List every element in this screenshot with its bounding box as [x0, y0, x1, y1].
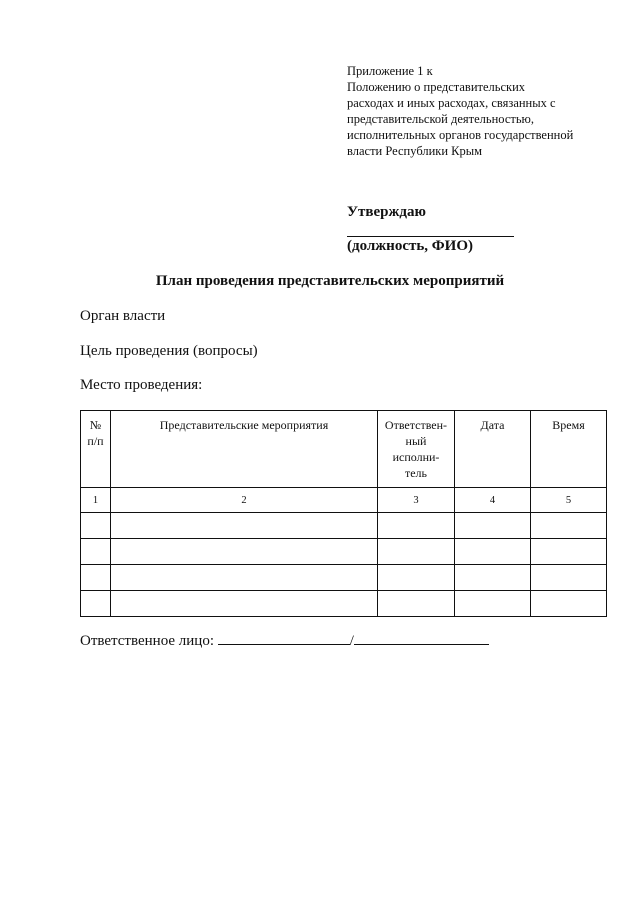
appendix-note — [347, 63, 607, 159]
table-cell[interactable] — [531, 565, 607, 591]
table-row — [81, 539, 607, 565]
header-responsible-line: тель — [404, 466, 428, 480]
responsible-person-line — [80, 630, 489, 650]
table-cell[interactable] — [455, 513, 531, 539]
table-cell[interactable] — [531, 591, 607, 617]
appendix-line: власти Республики Крым — [347, 144, 483, 158]
column-number: 5 — [531, 488, 607, 513]
header-responsible-line: исполни- — [392, 450, 440, 464]
table-cell[interactable] — [455, 539, 531, 565]
header-num-line: п/п — [87, 434, 104, 448]
table-header-row — [81, 411, 607, 488]
table-cell[interactable] — [455, 565, 531, 591]
column-number: 2 — [111, 488, 378, 513]
table-cell[interactable] — [378, 513, 455, 539]
purpose-field: Цель проведения (вопросы) — [80, 343, 258, 359]
table-cell[interactable] — [81, 565, 111, 591]
header-num — [81, 411, 111, 488]
table-row — [81, 513, 607, 539]
header-responsible-line: ный — [405, 434, 427, 448]
column-number: 3 — [378, 488, 455, 513]
header-responsible-line: Ответствен- — [384, 418, 448, 432]
header-responsible — [378, 411, 455, 488]
header-time: Время — [531, 411, 607, 488]
header-date: Дата — [455, 411, 531, 488]
responsible-person-label: Ответственное лицо: — [80, 633, 214, 649]
appendix-line: расходах и иных расходах, связанных с — [347, 96, 556, 110]
table-cell[interactable] — [378, 539, 455, 565]
table-cell[interactable] — [455, 591, 531, 617]
authority-field: Орган власти — [80, 308, 166, 324]
table-cell[interactable] — [81, 539, 111, 565]
responsible-signature-blank[interactable] — [218, 630, 350, 645]
table-cell[interactable] — [111, 513, 378, 539]
column-number: 1 — [81, 488, 111, 513]
table-cell[interactable] — [111, 565, 378, 591]
approval-title: Утверждаю — [347, 204, 426, 220]
header-num-line: № — [89, 418, 102, 432]
table-cell[interactable] — [378, 591, 455, 617]
table-cell[interactable] — [81, 591, 111, 617]
appendix-line: исполнительных органов государственной — [347, 128, 574, 142]
table-cell[interactable] — [531, 513, 607, 539]
header-events: Представительские мероприятия — [111, 411, 378, 488]
table-cell[interactable] — [378, 565, 455, 591]
table-row — [81, 565, 607, 591]
column-number: 4 — [455, 488, 531, 513]
document-title: План проведения представительских мероприятий — [155, 273, 505, 289]
place-field: Место проведения: — [80, 377, 203, 393]
signature-separator: / — [349, 633, 354, 649]
appendix-line: Положению о представительских — [347, 80, 526, 94]
events-plan-table — [80, 410, 607, 617]
responsible-name-blank[interactable] — [354, 630, 489, 645]
table-cell[interactable] — [81, 513, 111, 539]
appendix-line: Приложение 1 к — [347, 64, 433, 78]
table-cell[interactable] — [531, 539, 607, 565]
table-row — [81, 591, 607, 617]
table-cell[interactable] — [111, 591, 378, 617]
appendix-line: представительской деятельностью, — [347, 112, 535, 126]
approval-signature-line — [347, 236, 514, 237]
table-cell[interactable] — [111, 539, 378, 565]
column-number-row — [81, 488, 607, 513]
approval-subtitle: (должность, ФИО) — [347, 238, 473, 254]
